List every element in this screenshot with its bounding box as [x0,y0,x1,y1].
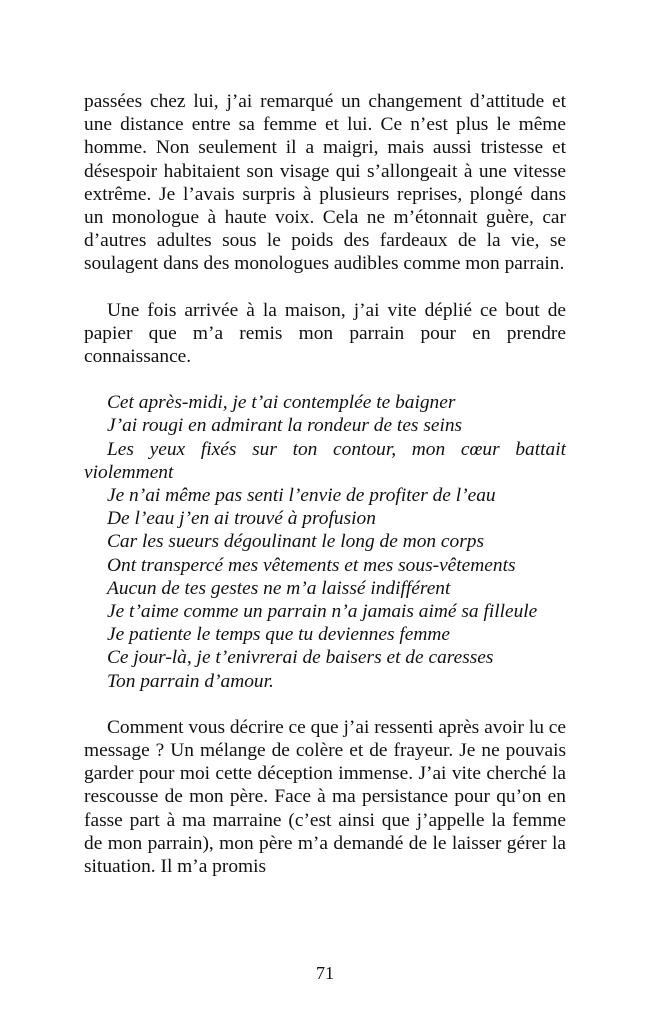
poem-line: Je patiente le temps que tu deviennes femme [107,624,450,646]
paragraph-note-unfolded: Une fois arrivée à la maison, j’ai vite déplié ce bout de papier que m’a remis mon parrain pour en prendre connaissance. [84,299,566,368]
poem-line: Cet après-midi, je t’ai contemplée te baigner [107,392,456,414]
poem-line: Aucun de tes gestes ne m’a laissé indifférent [107,577,451,599]
page-number: 71 [316,963,334,983]
poem-line-wrapped [84,438,566,484]
poem-line: Ce jour-là, je t’enivrerai de baisers et de caresses [107,647,494,669]
poem-line: Car les sueurs dégoulinant le long de mon corps [107,531,485,553]
page-body [84,90,566,878]
poem-line: Ont transpercé mes vêtements et mes sous-vêtements [107,554,516,576]
paragraph-continued: passées chez lui, j’ai remarqué un changement d’attitude et une distance entre sa femme et lui. Ce n’est plus le même homme. Non seulement il a maigri, mais aussi tristesse et désespoir habitaient son visage qui s’allongeait à une vitesse extrême. Je l’avais surpris à plusieurs reprises, plongé dans un monologue à haute voix. Cela ne m’étonnait guère, car d’autres adultes sous le poids des fardeaux de la vie, se soulagent dans des monologues audibles comme mon parrain. [84,91,566,275]
poem-line: De l’eau j’en ai trouvé à profusion [107,508,376,530]
poem-line: J’ai rougi en admirant la rondeur de tes seins [107,415,463,437]
poem-signature: Ton parrain d’amour. [107,670,274,692]
poem-line-continuation: violemment [84,461,174,483]
poem-block [84,391,566,693]
poem-line: Je n’ai même pas senti l’envie de profiter de l’eau [107,485,496,507]
poem-line-part: Les yeux fixés sur ton contour, mon cœur battait [107,438,566,460]
paragraph-reaction: Comment vous décrire ce que j’ai ressenti après avoir lu ce message ? Un mélange de colère et de frayeur. Je ne pouvais garder pour moi cette déception immense. J’ai vite cherché la rescousse de mon père. Face à ma persistance pour qu’on en fasse part à ma marraine (c’est ainsi que j’appelle la femme de mon parrain), mon père m’a demandé de le laisser gérer la situation. Il m’a promis [84,716,566,878]
poem-line: Je t’aime comme un parrain n’a jamais aimé sa filleule [107,601,538,623]
